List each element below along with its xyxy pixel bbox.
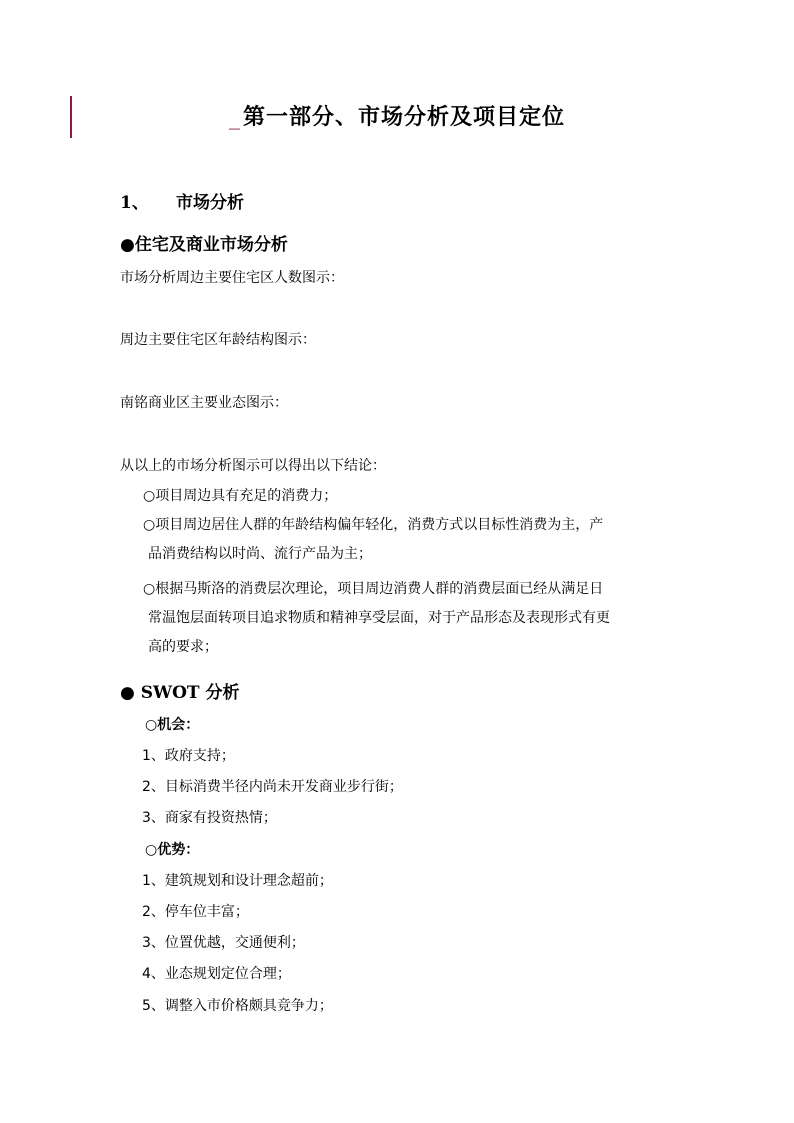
conclusion-line: 常温饱层面转项目追求物质和精神享受层面，对于产品形态及表现形式有更 bbox=[148, 610, 610, 626]
residential-heading: ●住宅及商业市场分析 bbox=[120, 235, 288, 255]
paragraph-line: 市场分析周边主要住宅区人数图示： bbox=[120, 270, 344, 286]
strengths-label: ○优势： bbox=[145, 842, 200, 858]
strength-item: 2、停车位丰富； bbox=[142, 904, 249, 920]
page-title bbox=[0, 100, 794, 131]
conclusion-line: ○项目周边具有充足的消费力； bbox=[143, 488, 338, 504]
title-text: 第一部分、市场分析及项目定位 bbox=[242, 104, 565, 130]
paragraph-line: 从以上的市场分析图示可以得出以下结论： bbox=[120, 458, 386, 474]
strength-item: 1、建筑规划和设计理念超前； bbox=[142, 873, 333, 889]
opportunities-label: ○机会： bbox=[145, 717, 200, 733]
paragraph-line: 南铭商业区主要业态图示： bbox=[120, 395, 288, 411]
opportunity-item: 3、商家有投资热情； bbox=[142, 810, 277, 826]
conclusion-line: ○根据马斯洛的消费层次理论，项目周边消费人群的消费层面已经从满足日 bbox=[143, 581, 604, 597]
conclusion-line: ○项目周边居住人群的年龄结构偏年轻化，消费方式以目标性消费为主，产 bbox=[143, 517, 604, 533]
opportunity-item: 2、目标消费半径内尚未开发商业步行街； bbox=[142, 779, 403, 795]
conclusion-line: 品消费结构以时尚、流行产品为主； bbox=[148, 546, 372, 562]
conclusion-line: 高的要求； bbox=[148, 639, 218, 655]
conclusion-item bbox=[143, 575, 688, 662]
section-title: 市场分析 bbox=[176, 193, 244, 213]
section-number: 1、 bbox=[120, 193, 149, 213]
cursor-mark: _ bbox=[228, 105, 241, 130]
paragraph-line: 周边主要住宅区年龄结构图示： bbox=[120, 332, 316, 348]
strength-item: 4、业态规划定位合理； bbox=[142, 966, 291, 982]
swot-heading: ● SWOT 分析 bbox=[120, 683, 240, 703]
section-heading bbox=[120, 188, 244, 213]
strength-item: 5、调整入市价格颇具竞争力； bbox=[142, 998, 333, 1014]
conclusion-item bbox=[143, 511, 688, 569]
opportunity-item: 1、政府支持； bbox=[142, 748, 235, 764]
strength-item: 3、位置优越，交通便利； bbox=[142, 935, 305, 951]
conclusion-item bbox=[143, 482, 688, 511]
